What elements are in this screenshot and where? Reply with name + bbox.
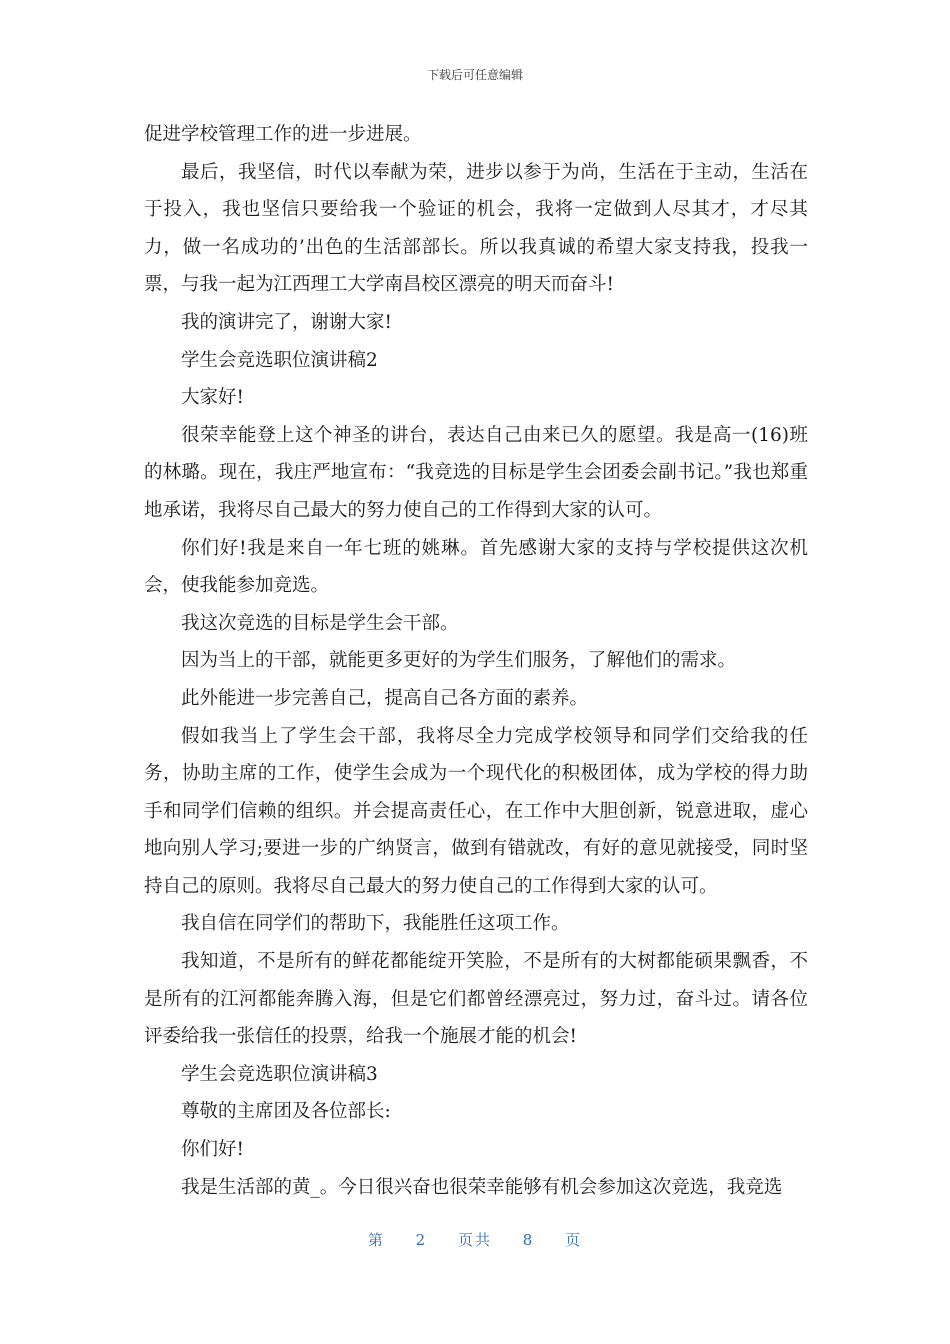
paragraph: 假如我当上了学生会干部，我将尽全力完成学校领导和同学们交给我的任务，协助主席的工作，使学生会成为一个现代化的积极团体，成为学校的得力助手和同学们信赖的组织。并会提高责任心，在工作中大胆创新，锐意进取，虚心地向别人学习;要进一步的广纳贤言，做到有错就改，有好的意见就接受，同时坚持自己的原则。我将尽自己最大的努力使自己的工作得到大家的认可。 — [144, 725, 808, 897]
paragraph: 尊敬的主席团及各位部长: — [181, 1101, 391, 1123]
page-number-footer — [0, 1230, 950, 1250]
document-body — [144, 116, 808, 1206]
current-page-number: 2 — [415, 1231, 428, 1249]
footer-prefix: 第 — [367, 1231, 385, 1249]
paragraph: 我知道，不是所有的鲜花都能绽开笑脸，不是所有的大树都能硕果飘香，不是所有的江河都能奔腾入海，但是它们都曾经漂亮过，努力过，奋斗过。请各位评委给我一张信任的投票，给我一个施展才能的机会! — [144, 951, 808, 1048]
paragraph: 促进学校管理工作的进一步进展。 — [144, 124, 422, 145]
total-page-count: 8 — [522, 1231, 535, 1249]
paragraph: 我这次竞选的目标是学生会干部。 — [181, 612, 459, 634]
paragraph: 你们好! — [181, 1139, 244, 1161]
footer-suffix: 页 — [565, 1231, 583, 1249]
paragraph: 大家好! — [181, 387, 244, 409]
paragraph: 我自信在同学们的帮助下，我能胜任这项工作。 — [181, 913, 570, 935]
paragraph: 最后，我坚信，时代以奉献为荣，进步以参于为尚，生活在于主动，生活在于投入，我也坚信只要给我一个验证的机会，我将一定做到人尽其才，才尽其力，做一名成功的’出色的生活部部长。所以我真诚的希望大家支持我，投我一票，与我一起为江西理工大学南昌校区漂亮的明天而奋斗! — [144, 161, 808, 296]
paragraph: 因为当上的干部，就能更多更好的为学生们服务，了解他们的需求。 — [181, 650, 737, 672]
paragraph: 我的演讲完了，谢谢大家! — [181, 311, 392, 333]
page-header-note: 下载后可任意编辑 — [426, 68, 523, 82]
paragraph: 很荣幸能登上这个神圣的讲台，表达自己由来已久的愿望。我是高一(16)班的林璐。现在，我庄严地宣布：“我竞选的目标是学生会团委会副书记。”我也郑重地承诺，我将尽自己最大的努力使自己的工作得到大家的认可。 — [144, 424, 808, 521]
footer-middle: 页共 — [457, 1231, 492, 1249]
paragraph: 我是生活部的黄_。今日很兴奋也很荣幸能够有机会参加这次竞选，我竞选 — [181, 1176, 783, 1198]
paragraph: 此外能进一步完善自己，提高自己各方面的素养。 — [181, 687, 589, 709]
section-heading: 学生会竞选职位演讲稿3 — [181, 1063, 378, 1085]
paragraph: 你们好!我是来自一年七班的姚琳。首先感谢大家的支持与学校提供这次机会，使我能参加竞选。 — [144, 537, 808, 597]
section-heading: 学生会竞选职位演讲稿2 — [181, 349, 378, 371]
